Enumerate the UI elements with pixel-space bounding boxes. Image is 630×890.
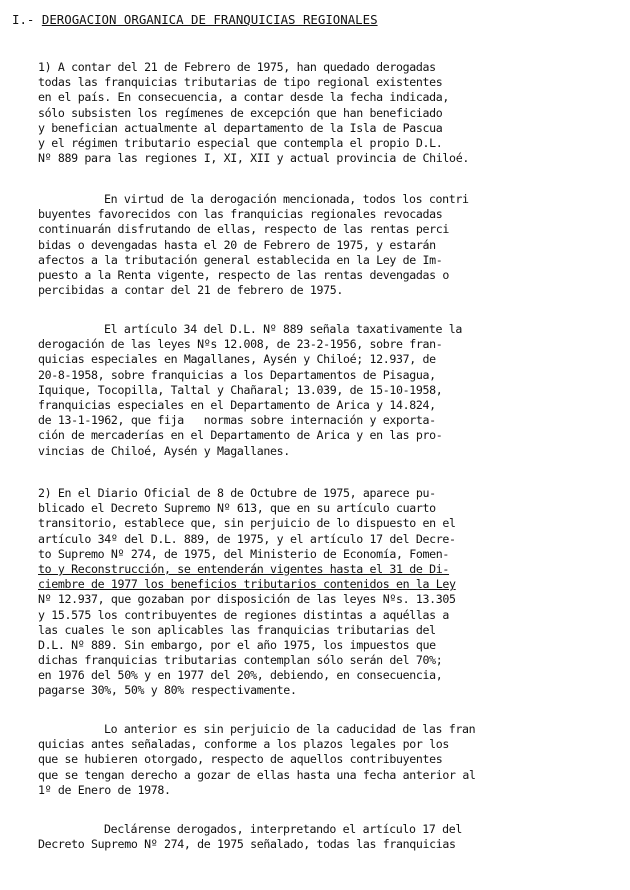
text-line: en 1976 del 50% y en 1977 del 20%, debiendo, en consecuencia,: [38, 668, 443, 683]
text-line: pagarse 30%, 50% y 80% respectivamente.: [38, 683, 297, 698]
text-line: 20-8-1958, sobre franquicias a los Departamentos de Pisagua,: [38, 367, 436, 382]
underlined-line: ciembre de 1977 los beneficios tributarios contenidos en la Ley: [38, 577, 456, 592]
text-line: artículo 34º del D.L. 889, de 1975, y el artículo 17 del Decre-: [38, 531, 456, 546]
text-line: percibidas a contar del 21 de febrero de 1975.: [38, 283, 343, 298]
paragraph-3: [38, 322, 624, 459]
text-line: 1) A contar del 21 de Febrero de 1975, han quedado derogadas: [38, 60, 436, 74]
text-line: dichas franquicias tributarias contemplan sólo serán del 70%;: [38, 653, 443, 668]
text-line: quicias antes señaladas, conforme a los plazos legales por los: [38, 737, 450, 752]
text-line: y 15.575 los contribuyentes de regiones distintas a aquéllas a: [38, 607, 450, 622]
text-line: buyentes favorecidos con las franquicias regionales revocadas: [38, 207, 443, 222]
text-line: y el régimen tributario especial que contempla el propio D.L.: [38, 135, 443, 150]
underlined-line: to y Reconstrucción, se entenderán vigentes hasta el 31 de Di-: [38, 561, 450, 576]
text-line: derogación de las leyes Nºs 12.008, de 23-2-1956, sobre fran-: [38, 337, 443, 352]
section-number: I.-: [12, 12, 35, 27]
text-line: Iquique, Tocopilla, Taltal y Chañaral; 13.039, de 15-10-1958,: [38, 382, 443, 397]
text-line: todas las franquicias tributarias de tipo regional existentes: [38, 75, 443, 90]
text-line: 2) En el Diario Oficial de 8 de Octubre de 1975, aparece pu-: [38, 486, 436, 500]
text-line: Nº 889 para las regiones I, XI, XII y actual provincia de Chiloé.: [38, 151, 469, 166]
text-line: ción de mercaderías en el Departamento de Arica y en las pro-: [38, 428, 443, 443]
text-line: blicado el Decreto Supremo Nº 613, que en su artículo cuarto: [38, 501, 436, 516]
paragraph-6: [38, 822, 624, 852]
text-line: afectos a la tributación general establecida en la Ley de Im-: [38, 252, 443, 267]
section-heading: [12, 12, 378, 27]
text-line: continuarán disfrutando de ellas, respecto de las rentas perci: [38, 222, 450, 237]
text-line: 1º de Enero de 1978.: [38, 782, 171, 797]
text-line: en el país. En consecuencia, a contar desde la fecha indicada,: [38, 90, 450, 105]
text-line: las cuales le son aplicables las franquicias tributarias del: [38, 622, 436, 637]
text-line: Declárense derogados, interpretando el artículo 17 del: [104, 822, 463, 836]
text-line: Nº 12.937, que gozaban por disposición de las leyes Nºs. 13.305: [38, 592, 456, 607]
section-title: DEROGACION ORGANICA DE FRANQUICIAS REGIONALES: [41, 12, 378, 27]
text-line: El artículo 34 del D.L. Nº 889 señala taxativamente la: [104, 322, 463, 336]
text-line: Lo anterior es sin perjuicio de la caducidad de las fran: [104, 722, 476, 736]
text-line: franquicias especiales en el Departamento de Arica y 14.824,: [38, 397, 436, 412]
text-line: Decreto Supremo Nº 274, de 1975 señalado, todas las franquicias: [38, 837, 456, 852]
text-line: de 13-1-1962, que fija normas sobre internación y exporta-: [38, 413, 436, 428]
text-line: y benefician actualmente al departamento de la Isla de Pascua: [38, 120, 443, 135]
text-line: quicias especiales en Magallanes, Aysén y Chiloé; 12.937, de: [38, 352, 436, 367]
text-line: puesto a la Renta vigente, respecto de las rentas devengadas o: [38, 267, 450, 282]
text-line: bidas o devengadas hasta el 20 de Febrero de 1975, y estarán: [38, 237, 436, 252]
text-line: vincias de Chiloé, Aysén y Magallanes.: [38, 443, 290, 458]
text-line: que se hubieren otorgado, respecto de aquellos contribuyentes: [38, 752, 443, 767]
text-line: to Supremo Nº 274, de 1975, del Ministerio de Economía, Fomen-: [38, 546, 450, 561]
paragraph-5: [38, 722, 624, 798]
text-line: transitorio, establece que, sin perjuicio de lo dispuesto en el: [38, 516, 456, 531]
paragraph-2: [38, 192, 624, 298]
paragraph-4: [38, 486, 624, 699]
text-line: D.L. Nº 889. Sin embargo, por el año 1975, los impuestos que: [38, 637, 436, 652]
text-line: En virtud de la derogación mencionada, todos los contri: [104, 192, 469, 206]
text-line: que se tengan derecho a gozar de ellas hasta una fecha anterior al: [38, 767, 476, 782]
paragraph-1: [38, 60, 624, 166]
text-line: sólo subsisten los regímenes de excepción que han beneficiado: [38, 105, 443, 120]
